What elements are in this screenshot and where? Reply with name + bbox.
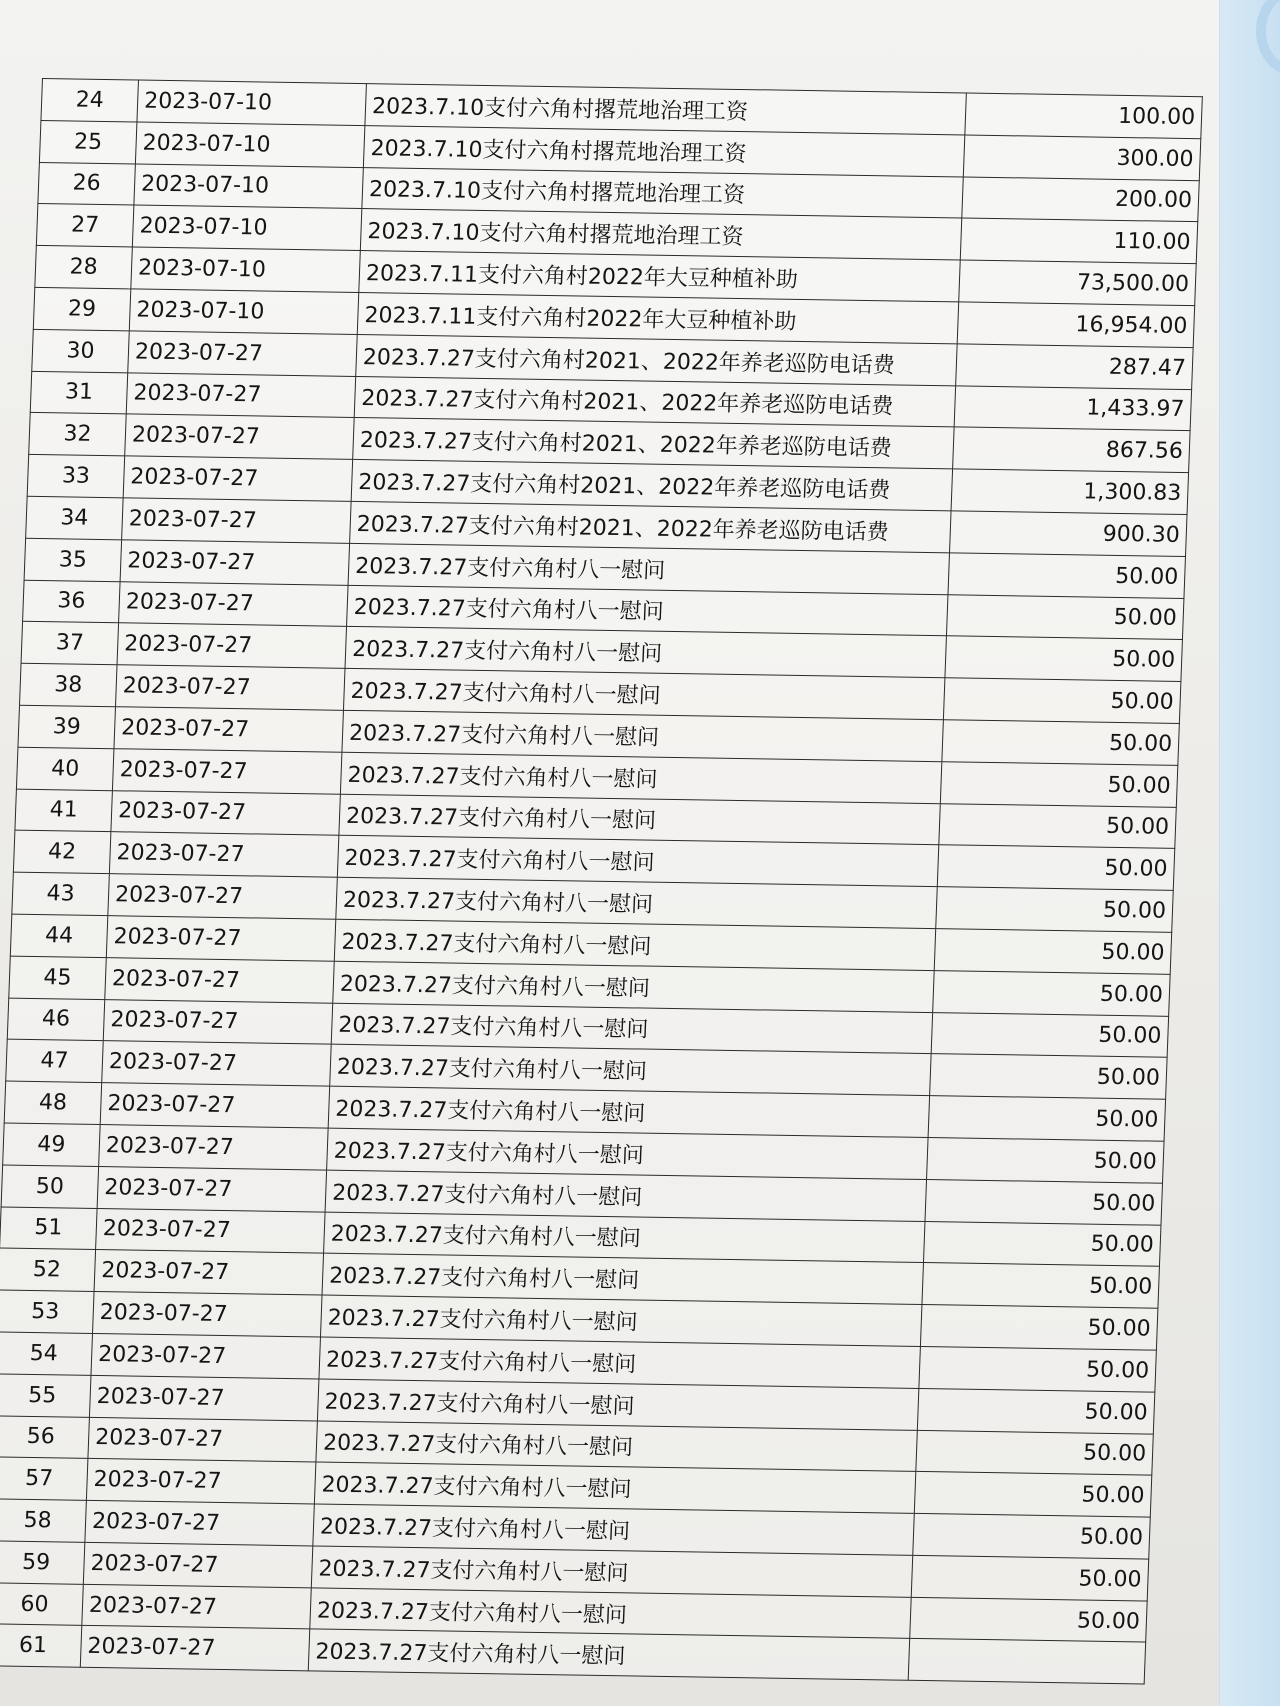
row-date: 2023-07-27 <box>96 1208 326 1253</box>
row-amount: 50.00 <box>922 1263 1160 1308</box>
folder-mark-icon <box>1256 0 1280 76</box>
row-description: 2023.7.10支付六角村撂荒地治理工资 <box>360 209 961 260</box>
row-number: 43 <box>12 872 110 915</box>
row-amount: 50.00 <box>931 1012 1169 1057</box>
row-amount: 300.00 <box>963 135 1201 180</box>
row-number: 41 <box>15 789 113 832</box>
row-number: 46 <box>7 998 105 1041</box>
row-number: 51 <box>0 1207 97 1250</box>
row-number: 25 <box>39 120 137 163</box>
row-date: 2023-07-27 <box>89 1375 319 1420</box>
row-date: 2023-07-27 <box>115 665 345 710</box>
row-date: 2023-07-27 <box>128 331 358 376</box>
row-amount: 50.00 <box>946 594 1184 639</box>
row-number: 56 <box>0 1415 89 1458</box>
row-description: 2023.7.27支付六角村八一慰问 <box>328 1086 929 1137</box>
row-description: 2023.7.10支付六角村撂荒地治理工资 <box>362 167 963 218</box>
row-amount: 50.00 <box>934 929 1172 974</box>
row-amount: 50.00 <box>937 845 1175 890</box>
row-number: 47 <box>6 1039 104 1082</box>
row-number: 30 <box>32 329 130 372</box>
row-amount: 50.00 <box>920 1305 1158 1350</box>
row-date: 2023-07-27 <box>105 957 335 1002</box>
row-date: 2023-07-27 <box>85 1500 315 1545</box>
row-description: 2023.7.27支付六角村2021、2022年养老巡防电话费 <box>350 501 951 552</box>
row-date: 2023-07-27 <box>93 1292 323 1337</box>
row-date: 2023-07-27 <box>83 1542 313 1587</box>
row-description: 2023.7.27支付六角村八一慰问 <box>336 877 937 928</box>
row-description: 2023.7.10支付六角村撂荒地治理工资 <box>363 125 964 176</box>
row-description: 2023.7.27支付六角村八一慰问 <box>339 794 940 845</box>
row-amount: 200.00 <box>962 177 1200 222</box>
row-description: 2023.7.27支付六角村八一慰问 <box>331 1003 932 1054</box>
row-number: 48 <box>4 1081 102 1124</box>
row-amount: 50.00 <box>923 1221 1161 1266</box>
row-description: 2023.7.27支付六角村八一慰问 <box>327 1128 928 1179</box>
row-date: 2023-07-10 <box>132 205 362 250</box>
row-date: 2023-07-27 <box>103 999 333 1044</box>
row-number: 57 <box>0 1457 88 1500</box>
row-description: 2023.7.27支付六角村2021、2022年养老巡防电话费 <box>356 334 957 385</box>
row-amount: 50.00 <box>917 1388 1155 1433</box>
row-date: 2023-07-27 <box>88 1417 318 1462</box>
row-number: 44 <box>10 914 108 957</box>
row-date: 2023-07-27 <box>117 623 347 668</box>
row-date: 2023-07-27 <box>111 790 341 835</box>
row-number: 27 <box>36 204 134 247</box>
row-number: 28 <box>35 246 133 289</box>
row-description: 2023.7.11支付六角村2022年大豆种植补助 <box>359 251 960 302</box>
row-date: 2023-07-27 <box>122 498 352 543</box>
row-amount: 50.00 <box>911 1555 1149 1600</box>
row-date: 2023-07-27 <box>100 1083 330 1128</box>
row-description: 2023.7.27支付六角村八一慰问 <box>313 1504 914 1555</box>
row-amount <box>908 1639 1146 1684</box>
row-description: 2023.7.10支付六角村撂荒地治理工资 <box>365 84 966 135</box>
row-date: 2023-07-27 <box>108 874 338 919</box>
row-amount: 50.00 <box>914 1472 1152 1517</box>
row-amount: 100.00 <box>965 93 1203 138</box>
row-amount: 50.00 <box>925 1179 1163 1224</box>
row-number: 37 <box>21 622 119 665</box>
row-amount: 50.00 <box>945 636 1183 681</box>
row-date: 2023-07-27 <box>86 1459 316 1504</box>
row-description: 2023.7.27支付六角村八一慰问 <box>319 1337 920 1388</box>
row-number: 55 <box>0 1374 91 1417</box>
row-description: 2023.7.27支付六角村八一慰问 <box>342 710 943 761</box>
ledger-sheet <box>0 78 1202 1685</box>
row-description: 2023.7.27支付六角村2021、2022年养老巡防电话费 <box>354 376 955 427</box>
row-number: 31 <box>30 371 128 414</box>
row-description: 2023.7.27支付六角村八一慰问 <box>310 1588 911 1639</box>
row-date: 2023-07-27 <box>114 707 344 752</box>
row-amount: 900.30 <box>950 511 1188 556</box>
row-number: 33 <box>27 455 125 498</box>
row-description: 2023.7.27支付六角村八一慰问 <box>322 1253 923 1304</box>
row-amount: 50.00 <box>919 1346 1157 1391</box>
row-date: 2023-07-27 <box>94 1250 324 1295</box>
row-amount: 50.00 <box>928 1096 1166 1141</box>
row-date: 2023-07-27 <box>120 540 350 585</box>
row-date: 2023-07-27 <box>91 1333 321 1378</box>
row-number: 40 <box>16 747 114 790</box>
row-description: 2023.7.27支付六角村八一慰问 <box>320 1295 921 1346</box>
row-description: 2023.7.27支付六角村八一慰问 <box>345 627 946 678</box>
row-number: 34 <box>26 496 124 539</box>
row-date: 2023-07-27 <box>106 916 336 961</box>
row-description: 2023.7.27支付六角村八一慰问 <box>333 961 934 1012</box>
row-date: 2023-07-10 <box>135 122 365 167</box>
row-number: 59 <box>0 1541 85 1584</box>
row-number: 50 <box>1 1165 99 1208</box>
row-number: 54 <box>0 1332 93 1375</box>
row-date: 2023-07-10 <box>129 289 359 334</box>
row-description: 2023.7.27支付六角村八一慰问 <box>337 836 938 887</box>
row-amount: 50.00 <box>927 1137 1165 1182</box>
row-description: 2023.7.27支付六角村八一慰问 <box>314 1462 915 1513</box>
row-amount: 50.00 <box>936 887 1174 932</box>
blue-folder-edge <box>1219 0 1280 1706</box>
row-date: 2023-07-10 <box>134 164 364 209</box>
row-description: 2023.7.27支付六角村八一慰问 <box>334 919 935 970</box>
row-amount: 287.47 <box>956 344 1194 389</box>
row-amount: 110.00 <box>960 218 1198 263</box>
row-amount: 50.00 <box>910 1597 1148 1642</box>
row-date: 2023-07-27 <box>82 1584 312 1629</box>
row-amount: 50.00 <box>933 970 1171 1015</box>
row-number: 60 <box>0 1583 83 1626</box>
row-number: 35 <box>24 538 122 581</box>
row-description: 2023.7.27支付六角村八一慰问 <box>343 668 944 719</box>
row-date: 2023-07-27 <box>97 1166 327 1211</box>
row-amount: 50.00 <box>948 553 1186 598</box>
row-number: 42 <box>13 831 111 874</box>
row-description: 2023.7.27支付六角村八一慰问 <box>340 752 941 803</box>
row-description: 2023.7.27支付六角村八一慰问 <box>347 585 948 636</box>
row-date: 2023-07-27 <box>109 832 339 877</box>
row-amount: 16,954.00 <box>957 302 1195 347</box>
row-number: 38 <box>20 663 118 706</box>
row-date: 2023-07-27 <box>99 1124 329 1169</box>
row-amount: 50.00 <box>930 1054 1168 1099</box>
row-number: 26 <box>38 162 136 205</box>
row-number: 36 <box>23 580 121 623</box>
row-amount: 50.00 <box>913 1513 1151 1558</box>
row-date: 2023-07-10 <box>131 247 361 292</box>
row-date: 2023-07-10 <box>137 80 367 125</box>
row-amount: 867.56 <box>953 427 1191 472</box>
row-amount: 50.00 <box>940 761 1178 806</box>
ledger-table <box>0 78 1203 1685</box>
row-description: 2023.7.27支付六角村八一慰问 <box>348 543 949 594</box>
row-number: 39 <box>18 705 116 748</box>
row-description: 2023.7.11支付六角村2022年大豆种植补助 <box>357 292 958 343</box>
row-number: 61 <box>0 1624 82 1667</box>
row-date: 2023-07-27 <box>126 372 356 417</box>
row-amount: 50.00 <box>942 720 1180 765</box>
row-date: 2023-07-27 <box>80 1626 310 1671</box>
row-amount: 50.00 <box>916 1430 1154 1475</box>
row-description: 2023.7.27支付六角村八一慰问 <box>308 1629 909 1680</box>
row-number: 52 <box>0 1248 96 1291</box>
row-number: 32 <box>29 413 127 456</box>
row-number: 24 <box>41 79 139 122</box>
row-description: 2023.7.27支付六角村八一慰问 <box>330 1044 931 1095</box>
row-description: 2023.7.27支付六角村八一慰问 <box>311 1546 912 1597</box>
row-date: 2023-07-27 <box>125 414 355 459</box>
row-date: 2023-07-27 <box>119 581 349 626</box>
ledger-rows <box>0 79 1202 1685</box>
row-amount: 50.00 <box>939 803 1177 848</box>
row-date: 2023-07-27 <box>112 748 342 793</box>
row-amount: 1,433.97 <box>954 385 1192 430</box>
row-amount: 1,300.83 <box>951 469 1189 514</box>
row-description: 2023.7.27支付六角村八一慰问 <box>325 1170 926 1221</box>
row-description: 2023.7.27支付六角村八一慰问 <box>324 1212 925 1263</box>
row-amount: 50.00 <box>943 678 1181 723</box>
row-description: 2023.7.27支付六角村2021、2022年养老巡防电话费 <box>351 460 952 511</box>
row-date: 2023-07-27 <box>123 456 353 501</box>
row-description: 2023.7.27支付六角村2021、2022年养老巡防电话费 <box>353 418 954 469</box>
row-number: 45 <box>9 956 107 999</box>
row-description: 2023.7.27支付六角村八一慰问 <box>317 1379 918 1430</box>
row-number: 29 <box>33 287 131 330</box>
row-number: 53 <box>0 1290 94 1333</box>
row-date: 2023-07-27 <box>102 1041 332 1086</box>
row-description: 2023.7.27支付六角村八一慰问 <box>316 1420 917 1471</box>
row-number: 49 <box>3 1123 101 1166</box>
row-amount: 73,500.00 <box>959 260 1197 305</box>
row-number: 58 <box>0 1499 86 1542</box>
